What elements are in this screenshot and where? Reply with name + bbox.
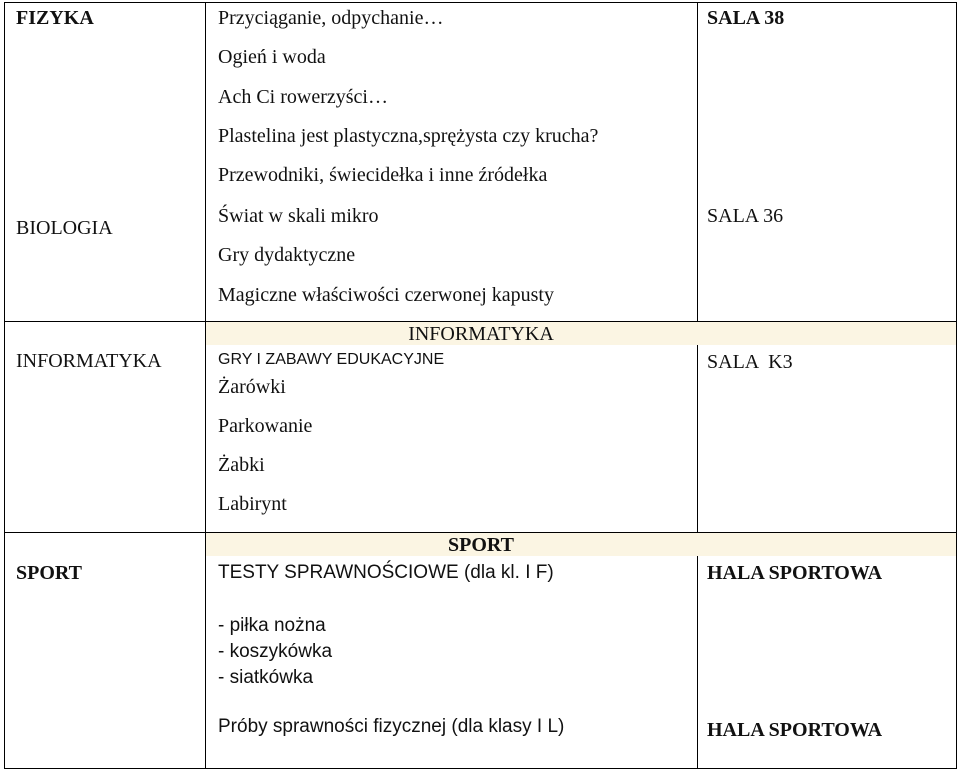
- sport-test-title: TESTY SPRAWNOŚCIOWE (dla kl. I F): [218, 562, 554, 583]
- topic-item: Labirynt: [218, 493, 287, 515]
- table-border-top: [4, 2, 957, 3]
- topic-item: Przewodniki, świecidełka i inne źródełka: [218, 164, 548, 186]
- sport-trial: Próby sprawności fizycznej (dla klasy I L): [218, 716, 565, 737]
- room-hala-sportowa: HALA SPORTOWA: [707, 562, 883, 584]
- topic-item: Parkowanie: [218, 415, 313, 437]
- room-hala-sportowa: HALA SPORTOWA: [707, 719, 883, 741]
- subject-informatyka: INFORMATYKA: [16, 350, 162, 372]
- table-border-bottom: [4, 768, 957, 769]
- column-divider-1: [205, 2, 206, 769]
- table-border-right: [956, 2, 957, 769]
- row-divider-1: [4, 321, 957, 322]
- subject-sport: SPORT: [16, 562, 82, 584]
- topic-item: Magiczne właściwości czerwonej kapusty: [218, 284, 554, 306]
- topic-item: Żabki: [218, 454, 265, 476]
- informatyka-subheading: GRY I ZABAWY EDUKACYJNE: [218, 351, 445, 368]
- row-divider-2: [4, 532, 957, 533]
- topic-item: Ach Ci rowerzyści…: [218, 86, 388, 108]
- sport-heading: SPORT: [448, 534, 514, 556]
- topic-item: Ogień i woda: [218, 46, 326, 68]
- room-sala-36: SALA 36: [707, 205, 784, 227]
- informatyka-heading: INFORMATYKA: [408, 323, 554, 345]
- subject-fizyka: FIZYKA: [16, 7, 94, 29]
- sport-item: - piłka nożna: [218, 615, 326, 636]
- table-border-left: [4, 2, 5, 769]
- subject-biologia: BIOLOGIA: [16, 217, 113, 239]
- column-divider-2: [697, 2, 698, 321]
- topic-item: Plastelina jest plastyczna,sprężysta czy krucha?: [218, 125, 599, 147]
- column-divider-2c: [697, 556, 698, 769]
- column-divider-2b: [697, 345, 698, 532]
- topic-item: Świat w skali mikro: [218, 205, 379, 227]
- room-sala-38: SALA 38: [707, 7, 785, 29]
- sport-item: - siatkówka: [218, 667, 314, 688]
- topic-item: Żarówki: [218, 376, 286, 398]
- topic-item: Przyciąganie, odpychanie…: [218, 7, 444, 29]
- room-sala-k3: SALA K3: [707, 351, 793, 373]
- topic-item: Gry dydaktyczne: [218, 244, 356, 266]
- sport-item: - koszykówka: [218, 641, 333, 662]
